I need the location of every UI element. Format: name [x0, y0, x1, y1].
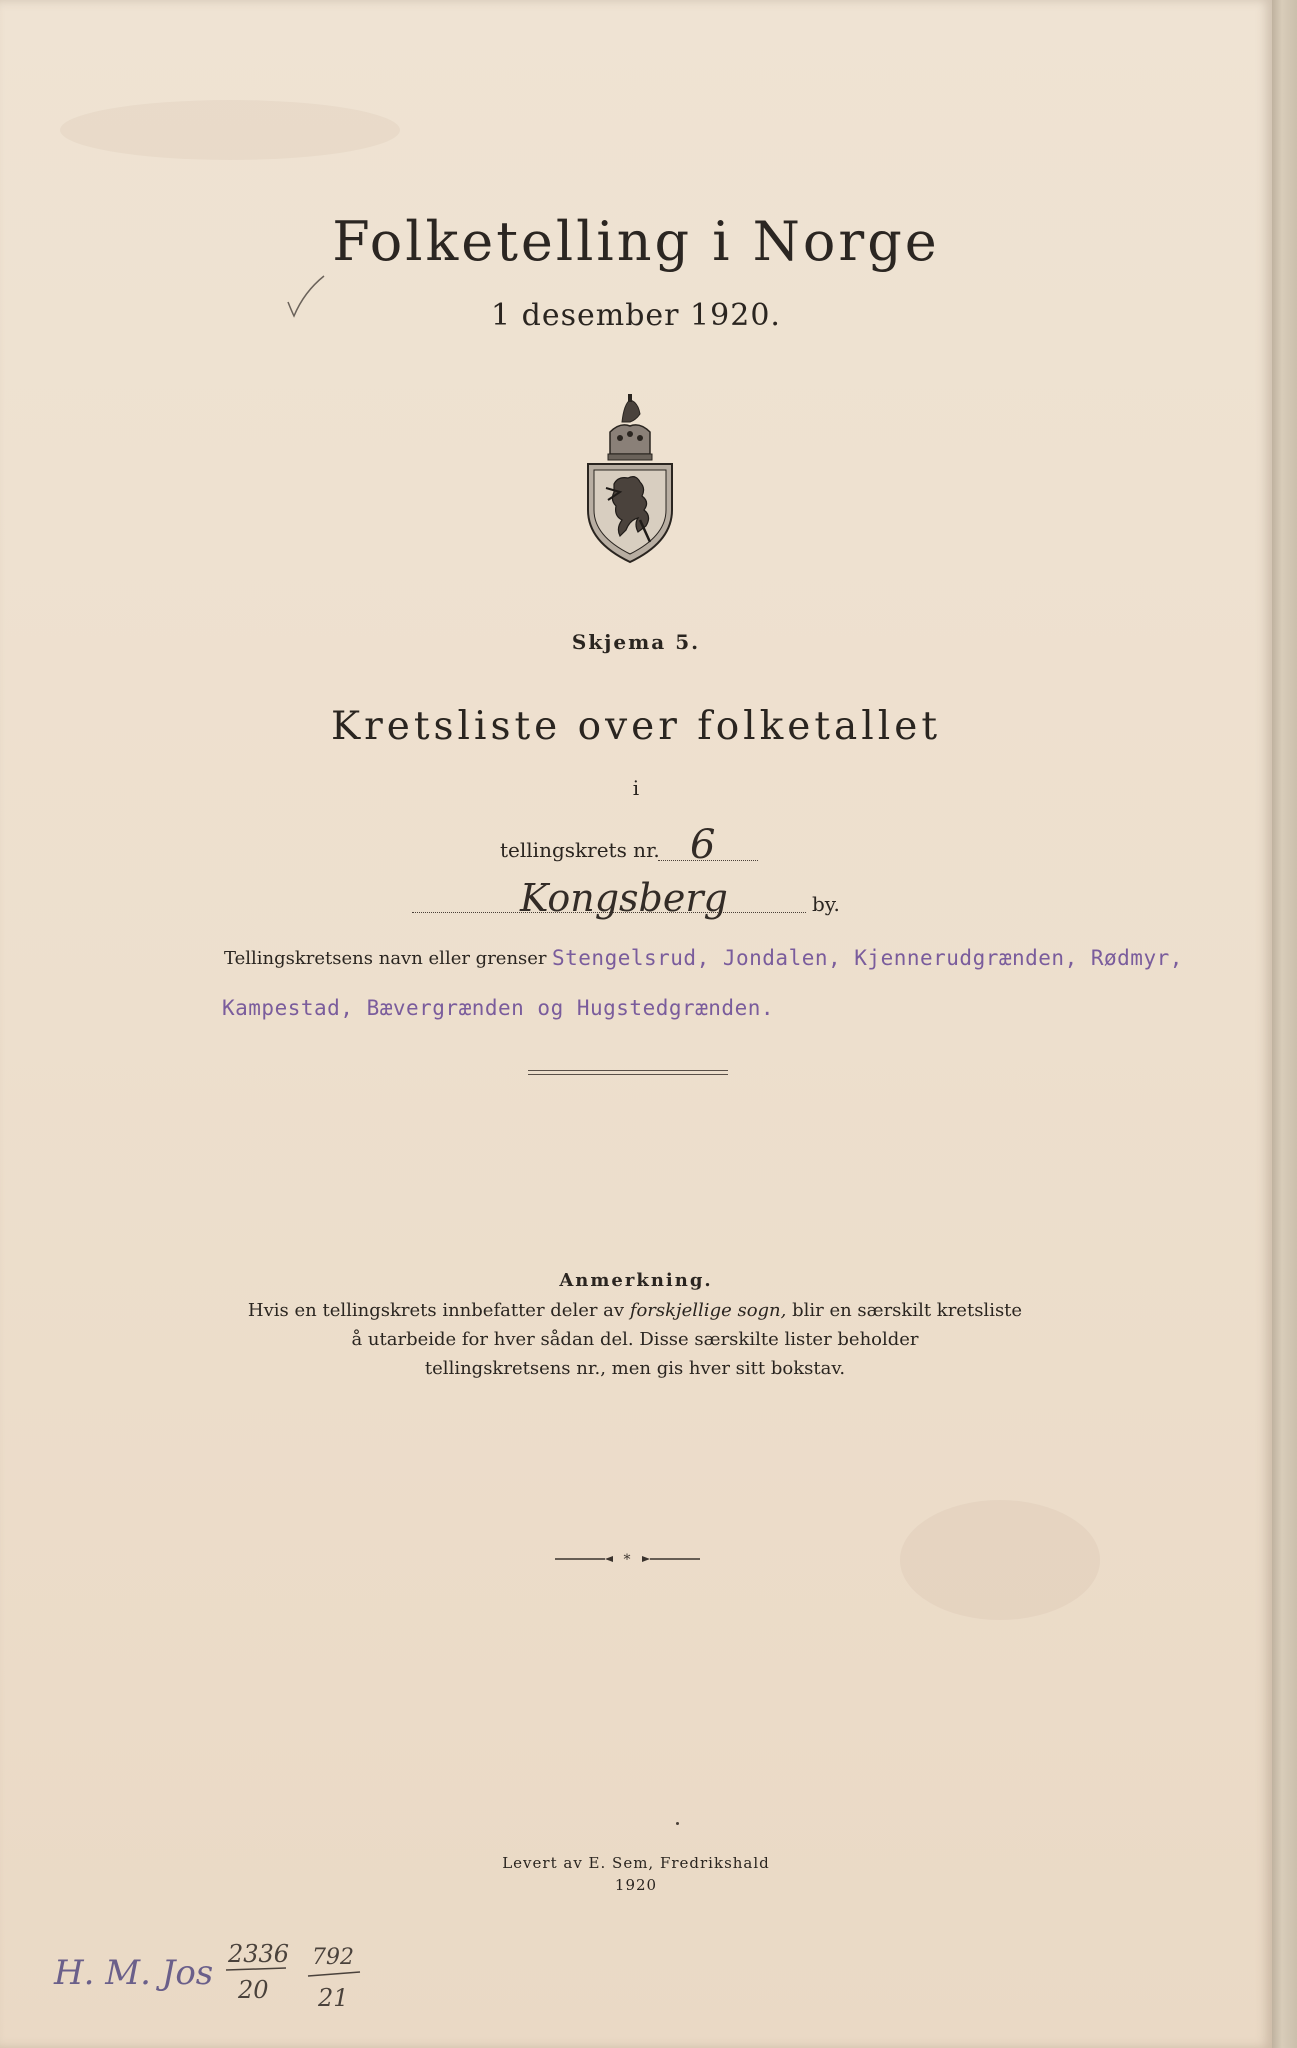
town-field: [412, 876, 852, 930]
district-number-label: tellingskrets nr.: [500, 838, 660, 862]
note-line-2: å utarbeide for hver sådan del. Disse særskilte lister beholder: [351, 1329, 919, 1350]
schema-number: Skjema 5.: [571, 630, 701, 654]
ink-dot: [676, 1822, 679, 1825]
district-bounds-line-2: Kampestad, Bævergrænden og Hugstedgrænden.: [222, 996, 775, 1020]
document-title: Folketelling i Norge: [332, 210, 940, 273]
norwegian-coat-of-arms-icon: [580, 392, 680, 564]
annotation-fraction2-bottom: 21: [318, 1984, 349, 2012]
paper-stain: [900, 1500, 1100, 1620]
town-suffix-label: by.: [812, 892, 840, 916]
note-body: [240, 1296, 1030, 1383]
printer-year: 1920: [614, 1876, 658, 1894]
annotation-fraction1-bottom: 20: [238, 1976, 269, 2004]
note-line-1: Hvis en tellingskrets innbefatter deler av forskjellige sogn, blir en særskilt kretsliste: [247, 1300, 1023, 1321]
handwritten-archive-annotation: [50, 1932, 380, 2022]
form-heading: Kretsliste over folketallet: [330, 704, 941, 749]
town-name-value: Kongsberg: [520, 876, 728, 920]
connector-word: i: [632, 776, 640, 800]
district-bounds-line-1: Stengelsrud, Jondalen, Kjennerudgrænden, Rødmyr,: [552, 946, 1183, 970]
note-line-3: tellingskretsens nr., men gis hver sitt bokstav.: [424, 1358, 846, 1379]
paper-edge: [1272, 0, 1297, 2048]
district-bounds-label-row: [224, 948, 547, 969]
paper-stain: [60, 100, 400, 160]
svg-text:*: *: [623, 1552, 631, 1566]
annotation-fraction2-top: 792: [312, 1945, 354, 1970]
document-date: 1 desember 1920.: [491, 298, 781, 333]
double-divider: [528, 1070, 728, 1078]
note-title: Anmerkning.: [559, 1270, 713, 1291]
annotation-initials: H. M. Jos: [54, 1953, 214, 1993]
annotation-fraction1-top: 2336: [228, 1940, 290, 1968]
ornament-divider-icon: [555, 1552, 700, 1566]
printer-credit: Levert av E. Sem, Fredrikshald: [502, 1854, 770, 1872]
district-bounds-label: Tellingskretsens navn eller grenser: [224, 948, 547, 969]
district-number-value: 6: [690, 822, 716, 868]
